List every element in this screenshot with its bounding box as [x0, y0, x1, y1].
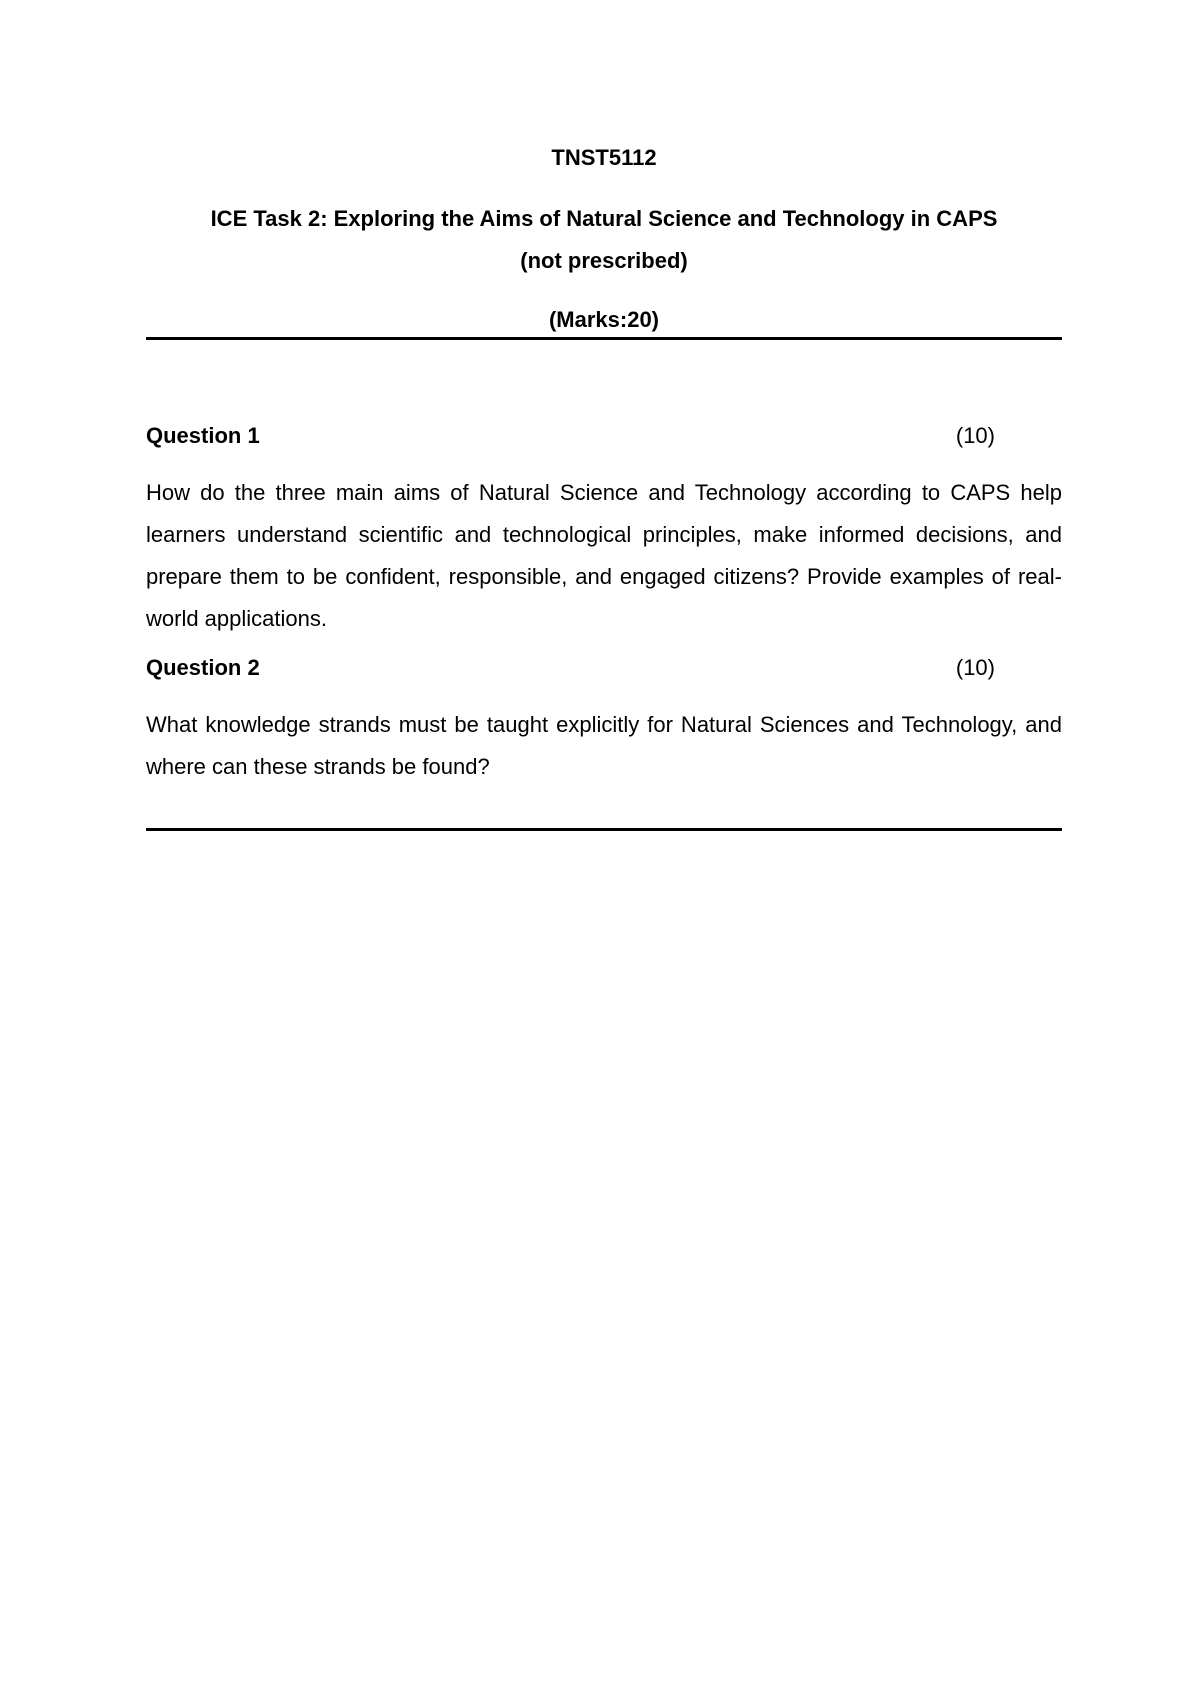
- question-1-header: [146, 422, 995, 450]
- footer-divider: [146, 828, 1062, 831]
- question-2-marks: (10): [955, 655, 995, 680]
- question-2-title: Question 2: [146, 655, 260, 680]
- question-1: [146, 422, 1062, 640]
- question-2: [146, 654, 1062, 788]
- task-title-line-1: ICE Task 2: Exploring the Aims of Natural Science and Technology in CAPS: [210, 206, 998, 231]
- course-code: TNST5112: [551, 145, 657, 170]
- total-marks: (Marks:20): [548, 307, 660, 332]
- task-title: [146, 198, 1062, 282]
- document-header: [146, 144, 1062, 334]
- question-1-text: How do the three main aims of Natural Science and Technology according to CAPS help learners understand scientific and technological principles, make informed decisions, and prepare them to be confident, responsible, and engaged citizens? Provide examples of real-world applications.: [146, 480, 1062, 631]
- question-1-title: Question 1: [146, 423, 260, 448]
- question-2-text: What knowledge strands must be taught explicitly for Natural Sciences and Technology, and where can these strands be found?: [146, 712, 1062, 779]
- question-1-marks: (10): [955, 423, 995, 448]
- document-content: [146, 144, 1062, 831]
- question-2-header: [146, 654, 995, 682]
- header-divider: [146, 337, 1062, 340]
- task-title-line-2: (not prescribed): [520, 248, 688, 273]
